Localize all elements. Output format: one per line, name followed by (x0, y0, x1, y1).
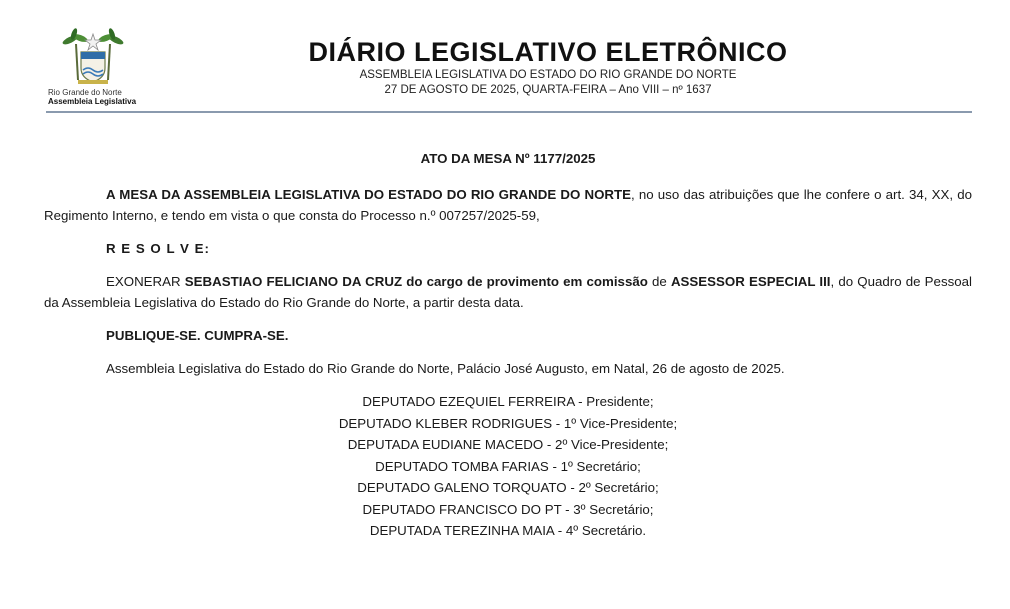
intro-paragraph (44, 184, 972, 226)
journal-date-line: 27 DE AGOSTO DE 2025, QUARTA-FEIRA – Ano VIII – nº 1637 (384, 84, 712, 96)
journal-title: DIÁRIO LEGISLATIVO ELETRÔNICO (308, 37, 788, 67)
signatory: DEPUTADO KLEBER RODRIGUES - 1º Vice-Presidente; (338, 415, 678, 431)
header-divider (46, 111, 972, 113)
publication-order: PUBLIQUE-SE. CUMPRA-SE. (106, 328, 289, 343)
place-and-date: Assembleia Legislativa do Estado do Rio Grande do Norte, Palácio José Augusto, em Natal, 26 de agosto de 2025. (106, 361, 785, 376)
exonerar-person: SEBASTIAO FELICIANO DA CRUZ do cargo de provimento em comissão (184, 274, 648, 289)
document-body (44, 148, 972, 542)
signatory: DEPUTADO TOMBA FARIAS - 1º Secretário; (375, 458, 641, 474)
signatory: DEPUTADA TEREZINHA MAIA - 4º Secretário. (369, 523, 647, 538)
exonerar-prefix: EXONERAR (106, 274, 185, 289)
signatory: DEPUTADO EZEQUIEL FERREIRA - Presidente; (362, 394, 654, 409)
signatories-list (44, 391, 972, 542)
assembly-logo (44, 28, 148, 108)
act-title: ATO DA MESA Nº 1177/2025 (420, 151, 596, 166)
exonerar-connector: de (647, 274, 671, 289)
exonerar-position: ASSESSOR ESPECIAL III (670, 274, 831, 289)
exoneration-paragraph (44, 271, 972, 313)
exonerar-rest: , do Quadro de Pessoal da Assembleia Legislativa do Estado do Rio Grande do Norte, a partir desta data. (44, 274, 972, 310)
coat-of-arms-icon (62, 28, 124, 88)
intro-text: , no uso das atribuições que lhe confere o art. 34, XX, do Regimento Interno, e tendo em vista o que consta do Processo n.º 007257/2025-59, (44, 187, 972, 223)
journal-subtitle: ASSEMBLEIA LEGISLATIVA DO ESTADO DO RIO GRANDE DO NORTE (359, 69, 737, 81)
intro-bold-text: A MESA DA ASSEMBLEIA LEGISLATIVA DO ESTADO DO RIO GRANDE DO NORTE (106, 187, 632, 202)
logo-institution-name: Assembleia Legislativa (48, 97, 137, 106)
signatory: DEPUTADO GALENO TORQUATO - 2º Secretário; (357, 480, 659, 495)
logo-state-name: Rio Grande do Norte (48, 88, 122, 97)
signatory: DEPUTADO FRANCISCO DO PT - 3º Secretário; (362, 501, 654, 517)
signatory: DEPUTADA EUDIANE MACEDO - 2º Vice-Presidente; (347, 437, 669, 452)
resolve-heading: R E S O L V E: (106, 241, 210, 256)
journal-header (180, 36, 916, 98)
